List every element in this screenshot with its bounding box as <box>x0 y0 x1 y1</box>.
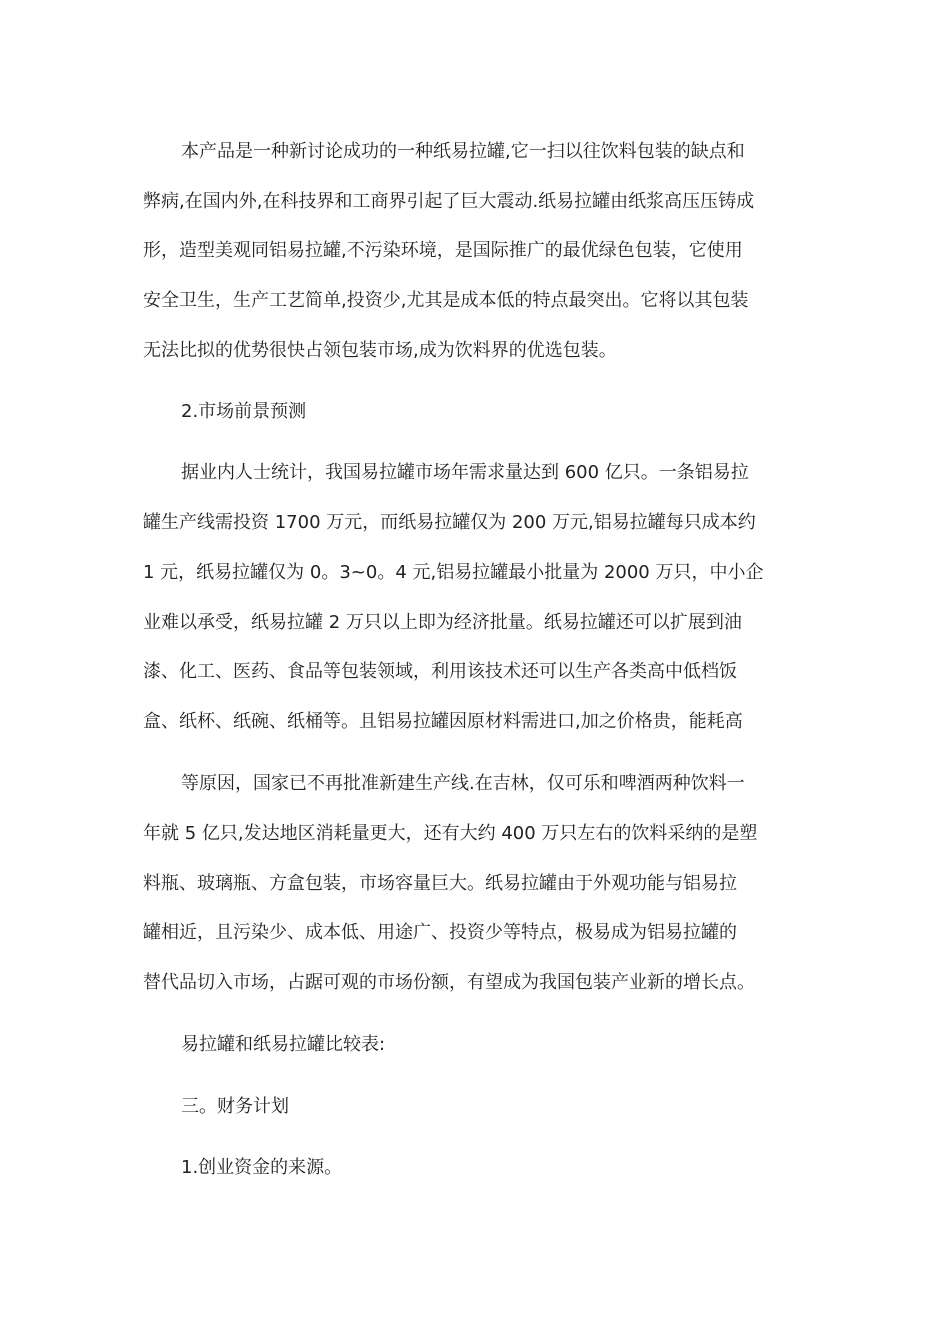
paragraph-2-line-5: 漆、化工、医药、食品等包装领域，利用该技术还可以生产各类高中低档饭 <box>143 661 737 682</box>
paragraph-3-line-3: 料瓶、玻璃瓶、方盒包装，市场容量巨大。纸易拉罐由于外观功能与铝易拉 <box>143 873 737 894</box>
paragraph-1-line-2: 弊病,在国内外,在科技界和工商界引起了巨大震动.纸易拉罐由纸浆高压压铸成 <box>143 191 755 212</box>
paragraph-2-line-6: 盒、纸杯、纸碗、纸桶等。且铝易拉罐因原材料需进口,加之价格贵，能耗高 <box>143 711 743 732</box>
paragraph-3-line-5: 替代品切入市场，占踞可观的市场份额，有望成为我国包装产业新的增长点。 <box>143 972 755 993</box>
paragraph-2-line-3: 1 元，纸易拉罐仅为 0。3~0。4 元,铝易拉罐最小批量为 2000 万只，中小企 <box>143 562 764 583</box>
heading-funding-source: 1.创业资金的来源。 <box>181 1157 343 1178</box>
heading-market-forecast: 2.市场前景预测 <box>181 401 307 422</box>
paragraph-3-line-4: 罐相近，且污染少、成本低、用途广、投资少等特点，极易成为铝易拉罐的 <box>143 922 737 943</box>
paragraph-2-line-1: 据业内人士统计，我国易拉罐市场年需求量达到 600 亿只。一条铝易拉 <box>181 462 749 483</box>
paragraph-3-line-1: 等原因，国家已不再批准新建生产线.在吉林，仅可乐和啤酒两种饮料一 <box>181 773 745 794</box>
paragraph-1-line-3: 形，造型美观同铝易拉罐,不污染环境，是国际推广的最优绿色包装，它使用 <box>143 240 743 261</box>
table-caption: 易拉罐和纸易拉罐比较表: <box>181 1034 386 1055</box>
heading-financial-plan: 三。财务计划 <box>181 1096 289 1117</box>
paragraph-1-line-1: 本产品是一种新讨论成功的一种纸易拉罐,它一扫以往饮料包装的缺点和 <box>181 141 745 162</box>
paragraph-3-line-2: 年就 5 亿只,发达地区消耗量更大，还有大约 400 万只左右的饮料采纳的是塑 <box>143 823 758 844</box>
paragraph-1-line-5: 无法比拟的优势很快占领包装市场,成为饮料界的优选包装。 <box>143 340 617 361</box>
paragraph-1-line-4: 安全卫生，生产工艺简单,投资少,尤其是成本低的特点最突出。它将以其包装 <box>143 290 749 311</box>
paragraph-2-line-2: 罐生产线需投资 1700 万元，而纸易拉罐仅为 200 万元,铝易拉罐每只成本约 <box>143 512 756 533</box>
paragraph-2-line-4: 业难以承受，纸易拉罐 2 万只以上即为经济批量。纸易拉罐还可以扩展到油 <box>143 612 742 633</box>
